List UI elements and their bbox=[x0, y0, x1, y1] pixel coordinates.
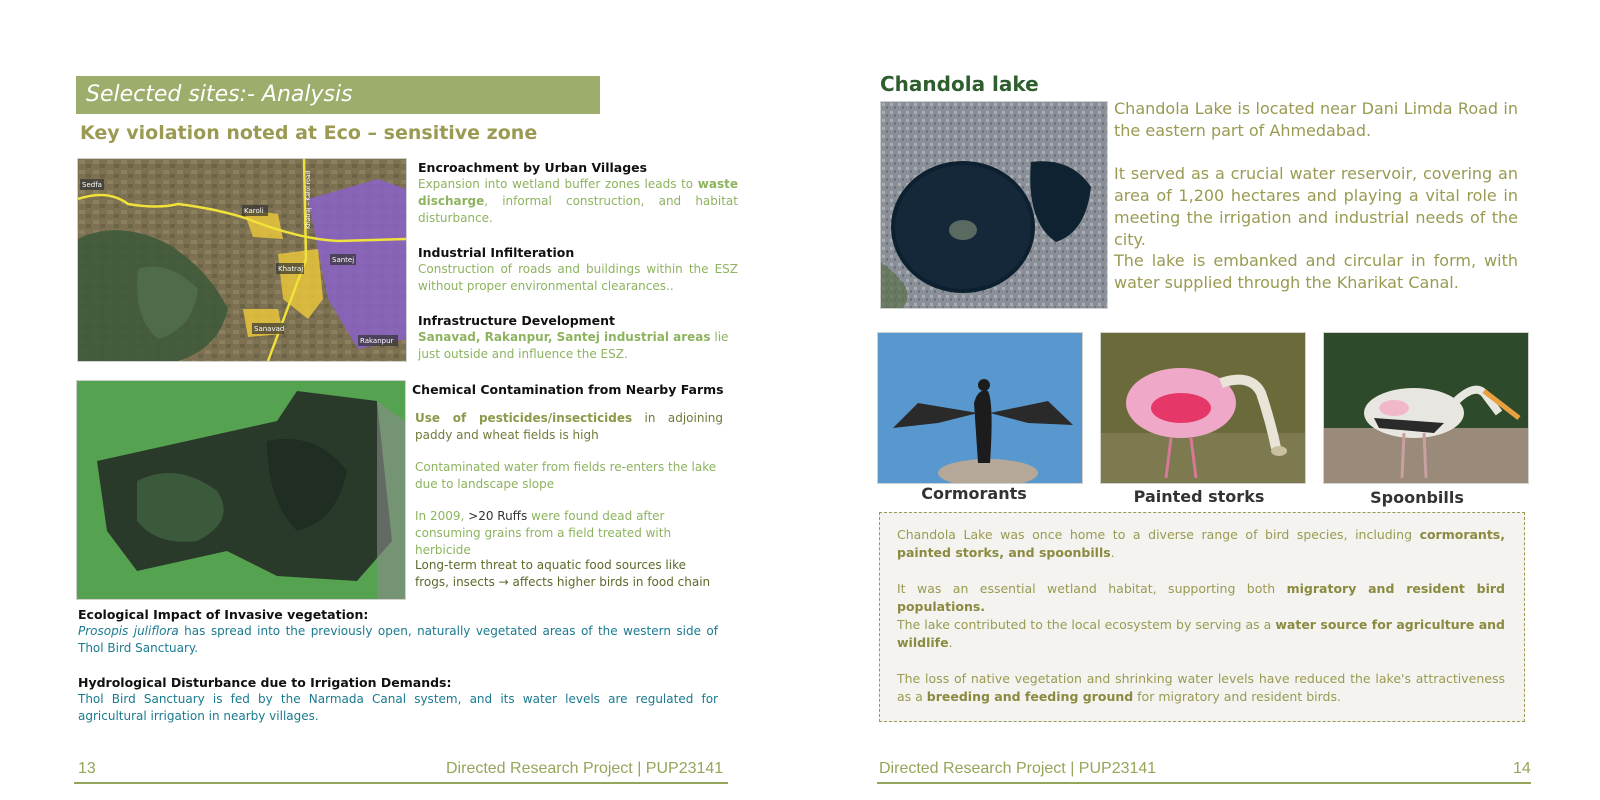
spoonbill-photo bbox=[1100, 332, 1306, 484]
painted-stork-photo bbox=[1323, 332, 1529, 484]
chemical-p3: In 2009, >20 Ruffs were found dead after consuming grains from a field treated with herbicide bbox=[415, 509, 672, 557]
chemical-p4: Long-term threat to aquatic food sources like frogs, insects → affects higher birds in food chain bbox=[415, 558, 711, 589]
footer-rule-left bbox=[74, 782, 728, 784]
info-p3: The lake contributed to the local ecosystem by serving as a water source for agriculture and wildlife. bbox=[897, 617, 1506, 650]
hydrological-title: Hydrological Disturbance due to Irrigation Demands: bbox=[78, 675, 452, 690]
lake-form-para: The lake is embanked and circular in form, with water supplied through the Kharikat Canal. bbox=[1114, 251, 1518, 292]
footer-project-left: Directed Research Project | PUP23141 bbox=[446, 760, 724, 777]
bird-label-cormorants: Cormorants bbox=[921, 484, 1027, 503]
cormorant-photo bbox=[877, 332, 1083, 484]
page-number-left: 13 bbox=[78, 760, 96, 777]
map-label-santej: Santej bbox=[332, 256, 355, 264]
chemical-title: Chemical Contamination from Nearby Farms bbox=[412, 382, 724, 397]
invasive-text: Prosopis juliflora has spread into the previously open, naturally vegetated areas of the western side of Thol Bird Sanctuary. bbox=[78, 624, 718, 655]
esz-violation-map bbox=[77, 158, 407, 362]
info-p4: The loss of native vegetation and shrinking water levels have reduced the lake's attractiveness as a breeding and feeding ground for migratory and resident birds. bbox=[897, 671, 1505, 704]
thol-satellite-image bbox=[76, 380, 406, 600]
banner-title: Selected sites:- Analysis bbox=[86, 82, 353, 107]
industrial-title: Industrial Infilteration bbox=[418, 245, 575, 260]
map-label-khatraj: Khatraj bbox=[278, 265, 304, 273]
chandola-lake-satellite-image bbox=[880, 101, 1108, 309]
invasive-title: Ecological Impact of Invasive vegetation: bbox=[78, 607, 369, 622]
page-number-right: 14 bbox=[1513, 760, 1531, 777]
footer-rule-right bbox=[877, 782, 1531, 784]
map-label-road: Khatraj – Kalol road bbox=[305, 170, 312, 229]
map-label-sedfa: Sedfa bbox=[82, 181, 102, 189]
lake-reservoir-para: It served as a crucial water reservoir, covering an area of 1,200 hectares and playing a vital role in meeting the irrigation and industrial needs of the city. bbox=[1114, 164, 1518, 249]
footer-project-right: Directed Research Project | PUP23141 bbox=[879, 760, 1157, 777]
map-label-karoli: Karoli bbox=[244, 207, 264, 215]
chemical-p2: Contaminated water from fields re-enters the lake due to landscape slope bbox=[415, 460, 717, 491]
chemical-p1: Use of pesticides/insecticides in adjoining paddy and wheat fields is high bbox=[415, 411, 723, 442]
map-label-sanavad: Sanavad bbox=[254, 325, 285, 333]
hydrological-text: Thol Bird Sanctuary is fed by the Narmada Canal system, and its water levels are regulated for agricultural irrigation in nearby villages. bbox=[78, 692, 718, 723]
bird-label-spoonbills: Spoonbills bbox=[1370, 488, 1464, 507]
infrastructure-title: Infrastructure Development bbox=[418, 313, 616, 328]
page-title: Chandola lake bbox=[880, 72, 1039, 96]
info-p1: Chandola Lake was once home to a diverse range of bird species, including cormorants, painted storks, and spoonbills. bbox=[897, 527, 1505, 560]
industrial-text: Construction of roads and buildings within the ESZ without proper environmental clearances.. bbox=[418, 262, 738, 293]
infrastructure-text: Sanavad, Rakanpur, Santej industrial areas lie just outside and influence the ESZ. bbox=[418, 330, 729, 361]
lake-location-para: Chandola Lake is located near Dani Limda Road in the eastern part of Ahmedabad. bbox=[1114, 99, 1518, 140]
section-subheading: Key violation noted at Eco – sensitive zone bbox=[80, 122, 538, 144]
bird-label-painted-storks: Painted storks bbox=[1133, 487, 1265, 506]
encroachment-title: Encroachment by Urban Villages bbox=[418, 160, 648, 175]
encroachment-text: Expansion into wetland buffer zones leads to waste discharge, informal construction, and habitat disturbance. bbox=[418, 177, 738, 225]
map-label-rakanpur: Rakanpur bbox=[360, 337, 394, 345]
info-p2: It was an essential wetland habitat, supporting both migratory and resident bird populations. bbox=[897, 581, 1505, 614]
